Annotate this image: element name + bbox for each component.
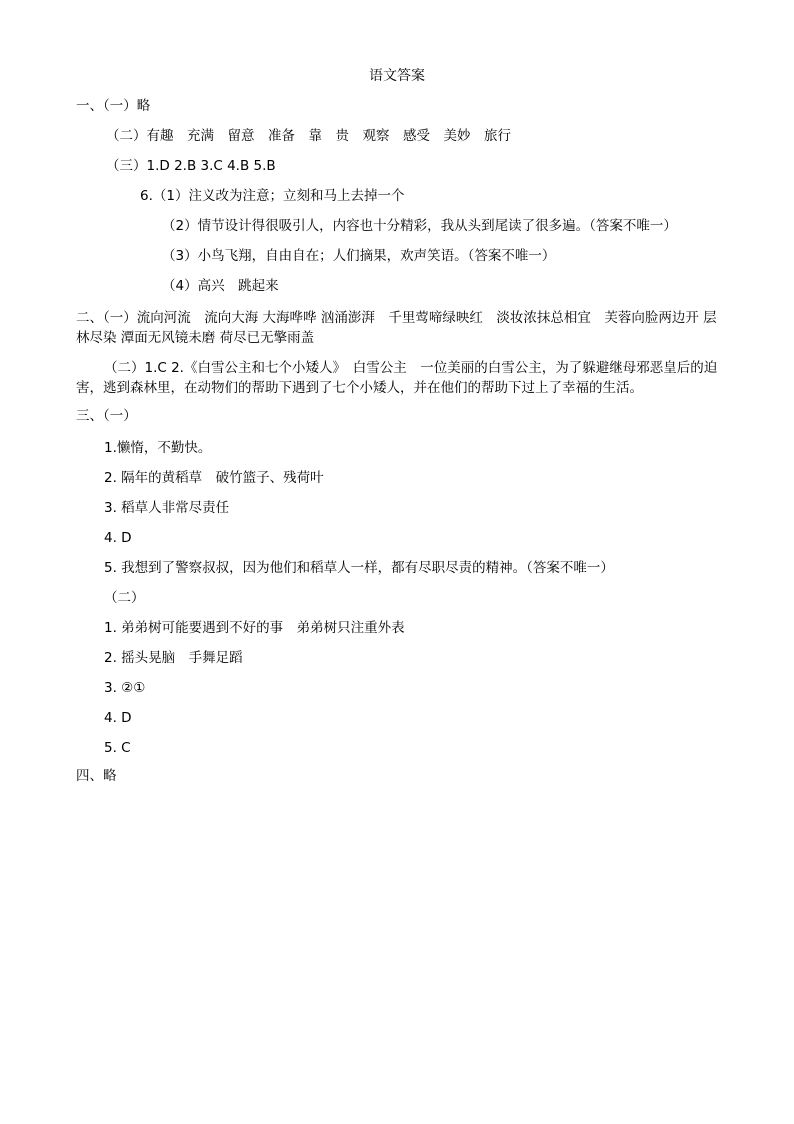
section-3-part2-answer-1: 1. 弟弟树可能要遇到不好的事 弟弟树只注重外表 [104, 620, 405, 636]
section-3-part2-answer-4: 4. D [104, 710, 132, 726]
question-6-item-3: （3）小鸟飞翔，自由自在；人们摘果，欢声笑语。（答案不唯一） [162, 248, 556, 264]
section-3-answer-4: 4. D [104, 530, 132, 546]
section-1-part-2: （二）有趣 充满 留意 准备 靠 贵 观察 感受 美妙 旅行 [106, 128, 511, 144]
section-3-subheading-2: （二） [104, 590, 145, 606]
section-3-heading: 三、（一） [76, 408, 137, 424]
section-3-part2-answer-2: 2. 摇头晃脑 手舞足蹈 [104, 650, 243, 666]
page-title: 语文答案 [369, 68, 425, 84]
section-3-answer-3: 3. 稻草人非常尽责任 [104, 500, 230, 516]
section-2-part-1: 二、（一）流向河流 流向大海 大海哗哗 汹涌澎湃 千里莺啼绿映红 淡妆浓抹总相宜 芙蓉向脸两边开 层林尽染 潭面无风镜未磨 荷尽已无擎雨盖 [76, 310, 717, 346]
question-6-item-2: （2）情节设计得很吸引人，内容也十分精彩，我从头到尾读了很多遍。（答案不唯一） [162, 218, 677, 234]
section-4-heading: 四、略 [76, 768, 117, 784]
section-1-part-1: 一、（一）略 [76, 98, 151, 114]
section-2-part-2: （二）1.C 2.《白雪公主和七个小矮人》 白雪公主 一位美丽的白雪公主，为了躲避继母邪恶皇后的迫害，逃到森林里，在动物们的帮助下遇到了七个小矮人，并在他们的帮助下过上了幸福的生活。 [76, 360, 718, 396]
section-1-part-3: （三）1.D 2.B 3.C 4.B 5.B [106, 158, 276, 174]
question-6-item-4: （4）高兴 跳起来 [162, 278, 279, 294]
section-3-answer-5: 5. 我想到了警察叔叔，因为他们和稻草人一样，都有尽职尽责的精神。（答案不唯一） [104, 560, 614, 576]
section-3-part2-answer-5: 5. C [104, 740, 131, 756]
question-6-item-1: 6.（1）注义改为注意；立刻和马上去掉一个 [140, 188, 405, 204]
section-3-answer-2: 2. 隔年的黄稻草 破竹篮子、残荷叶 [104, 470, 324, 486]
section-3-part2-answer-3: 3. ②① [104, 680, 146, 696]
section-3-answer-1: 1.懒惰，不勤快。 [104, 440, 212, 456]
